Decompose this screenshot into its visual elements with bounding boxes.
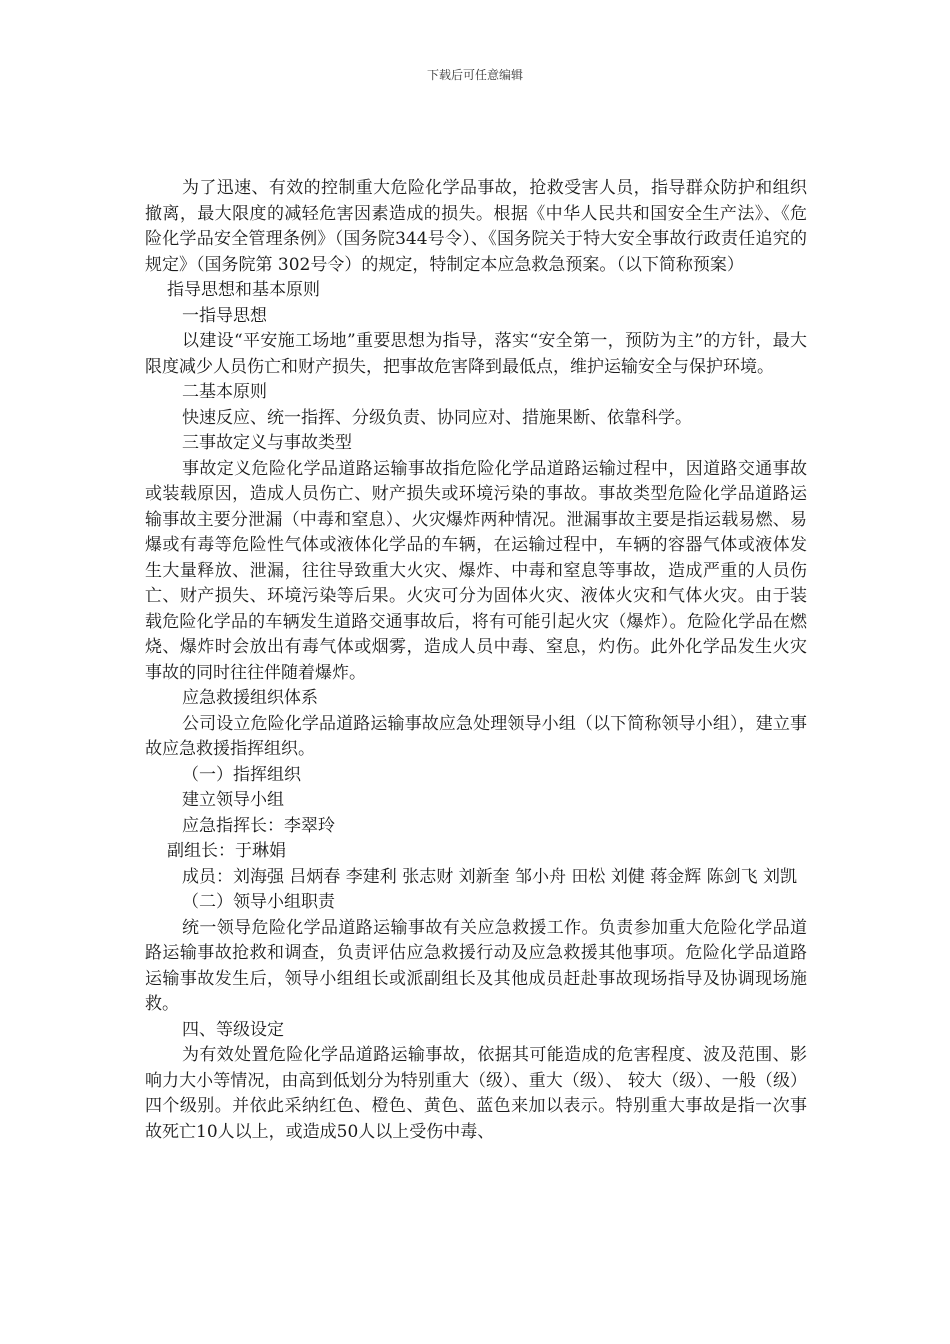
guiding-thought-paragraph: 以建设“平安施工场地”重要思想为指导，落实“安全第一，预防为主”的方针，最大限度减少人员伤亡和财产损失，把事故危害降到最低点，维护运输安全与保护环境。 bbox=[145, 331, 807, 377]
section-heading-organization: 应急救援组织体系 bbox=[182, 688, 318, 708]
command-line-commander: 应急指挥长：李翠玲 bbox=[182, 815, 335, 836]
subheading-guiding-thought: 一指导思想 bbox=[182, 305, 267, 326]
levels-paragraph: 为有效处置危险化学品道路运输事故，依据其可能造成的危害程度、波及范围、影响力大小等情况，由高到低划分为特别重大（级）、重大（级）、 较大（级）、一般（级）四个级别。并依此采纳红色、橙色、黄色、蓝色来加以表示。特别重大事故是指一次事故死亡10人以上，或造成50人以上受伤中毒、 bbox=[145, 1045, 807, 1142]
subheading-command: （一）指挥组织 bbox=[182, 764, 301, 785]
section-heading-levels: 四、等级设定 bbox=[182, 1019, 284, 1040]
command-line-group: 建立领导小组 bbox=[182, 790, 284, 810]
section-heading-principles: 指导思想和基本原则 bbox=[167, 280, 320, 300]
subheading-duties: （二）领导小组职责 bbox=[182, 892, 335, 912]
intro-paragraph: 为了迅速、有效的控制重大危险化学品事故，抢救受害人员，指导群众防护和组织撤离，最大限度的减轻危害因素造成的损失。根据《中华人民共和国安全生产法》、《危险化学品安全管理条例》（国务院344号令）、《国务院关于特大安全事故行政责任追究的规定》（国务院第 302号令）的规定，特制定本应急救急预案。（以下简称预案） bbox=[145, 178, 807, 275]
basic-principles-paragraph: 快速反应、统一指挥、分级负责、协同应对、措施果断、依靠科学。 bbox=[182, 407, 692, 428]
subheading-basic-principles: 二基本原则 bbox=[182, 382, 267, 402]
organization-paragraph: 公司设立危险化学品道路运输事故应急处理领导小组（以下简称领导小组），建立事故应急救援指挥组织。 bbox=[145, 713, 807, 759]
accident-types-paragraph: 事故定义危险化学品道路运输事故指危险化学品道路运输过程中，因道路交通事故或装载原因，造成人员伤亡、财产损失或环境污染的事故。事故类型危险化学品道路运输事故主要分泄漏（中毒和窒息）、火灾爆炸两种情况。泄漏事故主要是指运载易燃、易爆或有毒等危险性气体或液体化学品的车辆，在运输过程中，车辆的容器气体或液体发生大量释放、泄漏，往往导致重大火灾、爆炸、中毒和窒息等事故，造成严重的人员伤亡、财产损失、环境污染等后果。火灾可分为固体火灾、液体火灾和气体火灾。由于装载危险化学品的车辆发生道路交通事故后，将有可能引起火灾（爆炸）。危险化学品在燃烧、爆炸时会放出有毒气体或烟雾，造成人员中毒、窒息，灼伤。此外化学品发生火灾事故的同时往往伴随着爆炸。 bbox=[145, 458, 807, 683]
subheading-accident-types: 三事故定义与事故类型 bbox=[182, 433, 352, 453]
command-line-members: 成员：刘海强 吕炳春 李建利 张志财 刘新奎 邹小舟 田松 刘健 蒋金辉 陈剑飞 刘凯 bbox=[182, 866, 798, 887]
duties-paragraph: 统一领导危险化学品道路运输事故有关应急救援工作。负责参加重大危险化学品道路运输事故抢救和调查，负责评估应急救援行动及应急救援其他事项。危险化学品道路运输事故发生后，领导小组组长或派副组长及其他成员赶赴事故现场指导及协调现场施救。 bbox=[145, 917, 807, 1014]
page-header: 下载后可任意编辑 bbox=[426, 68, 523, 82]
command-line-deputy: 副组长：于琳娟 bbox=[167, 841, 286, 861]
document-body bbox=[145, 176, 807, 1145]
